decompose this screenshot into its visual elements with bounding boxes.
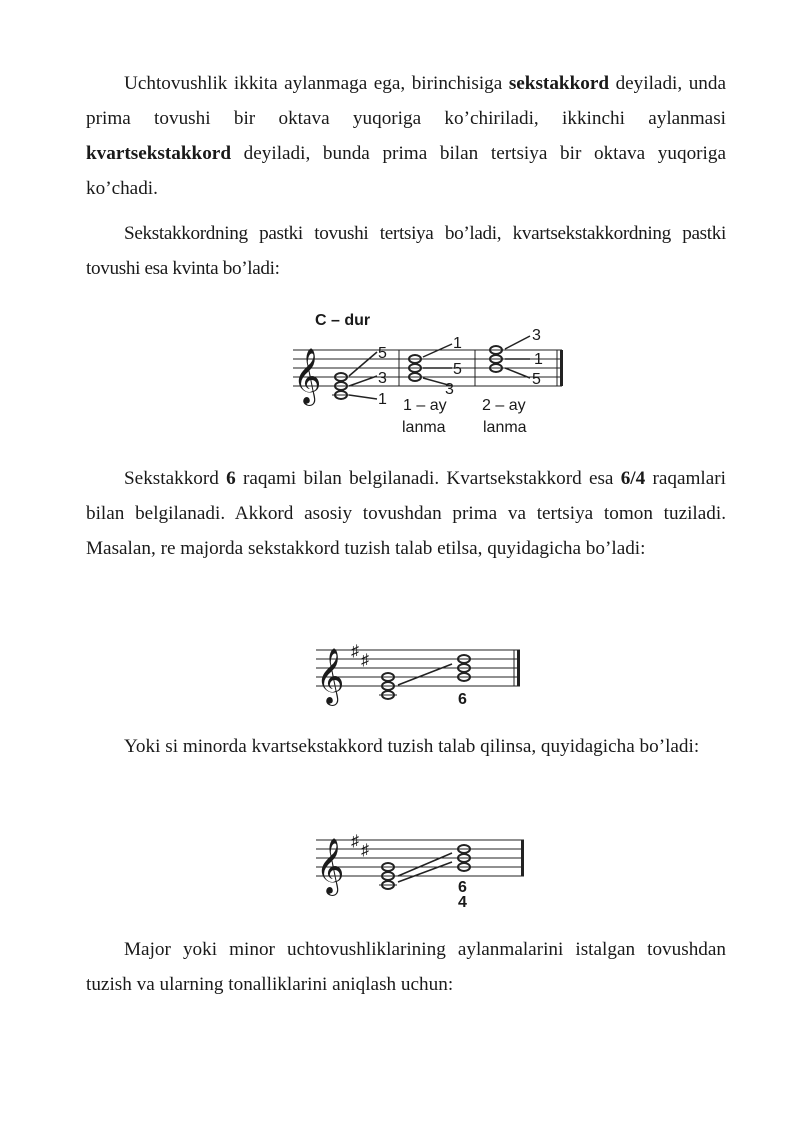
- figure-d-major-sixth-chord: [312, 630, 532, 710]
- figured-bass-6: 6: [458, 691, 467, 708]
- inv1-caption-line2: lanma: [402, 419, 446, 436]
- root-label-5: 5: [378, 345, 387, 362]
- figured-bass-4: 4: [458, 894, 467, 911]
- text: deyiladi, bunda prima bilan tertsiya bir oktava yuqoriga ko’chadi.: [86, 143, 726, 199]
- inv1-label-3: 3: [445, 381, 454, 398]
- text: raqamlari bilan belgilanadi. Akkord asosiy tovushdan prima va tertsiya tomon tuziladi. Masalan, re majorda sekstakkord tuzish talab etilsa, quyidagicha bo’ladi:: [86, 468, 726, 559]
- paragraph-figured-bass: [86, 461, 726, 566]
- root-label-1: 1: [378, 391, 387, 408]
- sharp-icon: ♯: [351, 643, 359, 660]
- text: Sekstakkord: [124, 468, 227, 489]
- treble-clef-icon: 𝄞: [316, 840, 345, 893]
- paragraph-b-minor: Yoki si minorda kvartsekstakkord tuzish talab qilinsa, quyidagicha bo’ladi:: [124, 736, 700, 757]
- inv1-caption-line1: 1 – ay: [403, 397, 447, 414]
- figure-b-minor-six-four-chord: [312, 820, 532, 912]
- figured-bass-6: 6: [458, 879, 467, 896]
- text: Uchtovushlik ikkita aylanmaga ega, birinchisiga: [124, 73, 509, 94]
- figure-title: C – dur: [315, 312, 371, 329]
- figure-6-4: 6/4: [620, 468, 646, 489]
- paragraph-inversions-intro: [86, 66, 726, 206]
- paragraph-closing: Major yoki minor uchtovushliklarining aylanmalarini istalgan tovushdan tuzish va ularning tonalliklarini aniqlash uchun:: [86, 939, 726, 995]
- sharp-icon: ♯: [361, 652, 369, 669]
- root-label-3: 3: [378, 370, 387, 387]
- inv2-caption-line1: 2 – ay: [482, 397, 526, 414]
- treble-clef-icon: 𝄞: [316, 650, 345, 703]
- paragraph-lower-tones: Sekstakkordning pastki tovushi tertsiya bo’ladi, kvartsekstakkordning pastki tovushi esa kvinta bo’ladi:: [86, 223, 726, 279]
- figure-6: 6: [226, 468, 236, 489]
- inv1-label-5: 5: [453, 361, 462, 378]
- sharp-icon: ♯: [351, 833, 359, 850]
- text: deyiladi, unda prima tovushi bir oktava yuqoriga ko’chiriladi, ikkinchi aylanmasi: [86, 73, 726, 129]
- inv1-label-1: 1: [453, 335, 462, 352]
- inv2-label-5: 5: [532, 371, 541, 388]
- inv2-label-1: 1: [534, 351, 543, 368]
- term-sekstakkord: sekstakkord: [508, 73, 610, 94]
- sharp-icon: ♯: [361, 842, 369, 859]
- figure-c-dur-inversions: [285, 302, 575, 442]
- inv2-label-3: 3: [532, 327, 541, 344]
- treble-clef-icon: 𝄞: [293, 350, 322, 403]
- term-kvartsekstakkord: kvartsekstakkord: [86, 143, 231, 164]
- inv2-caption-line2: lanma: [483, 419, 527, 436]
- notes: [332, 346, 502, 399]
- text: raqami bilan belgilanadi. Kvartsekstakkord esa: [235, 468, 621, 489]
